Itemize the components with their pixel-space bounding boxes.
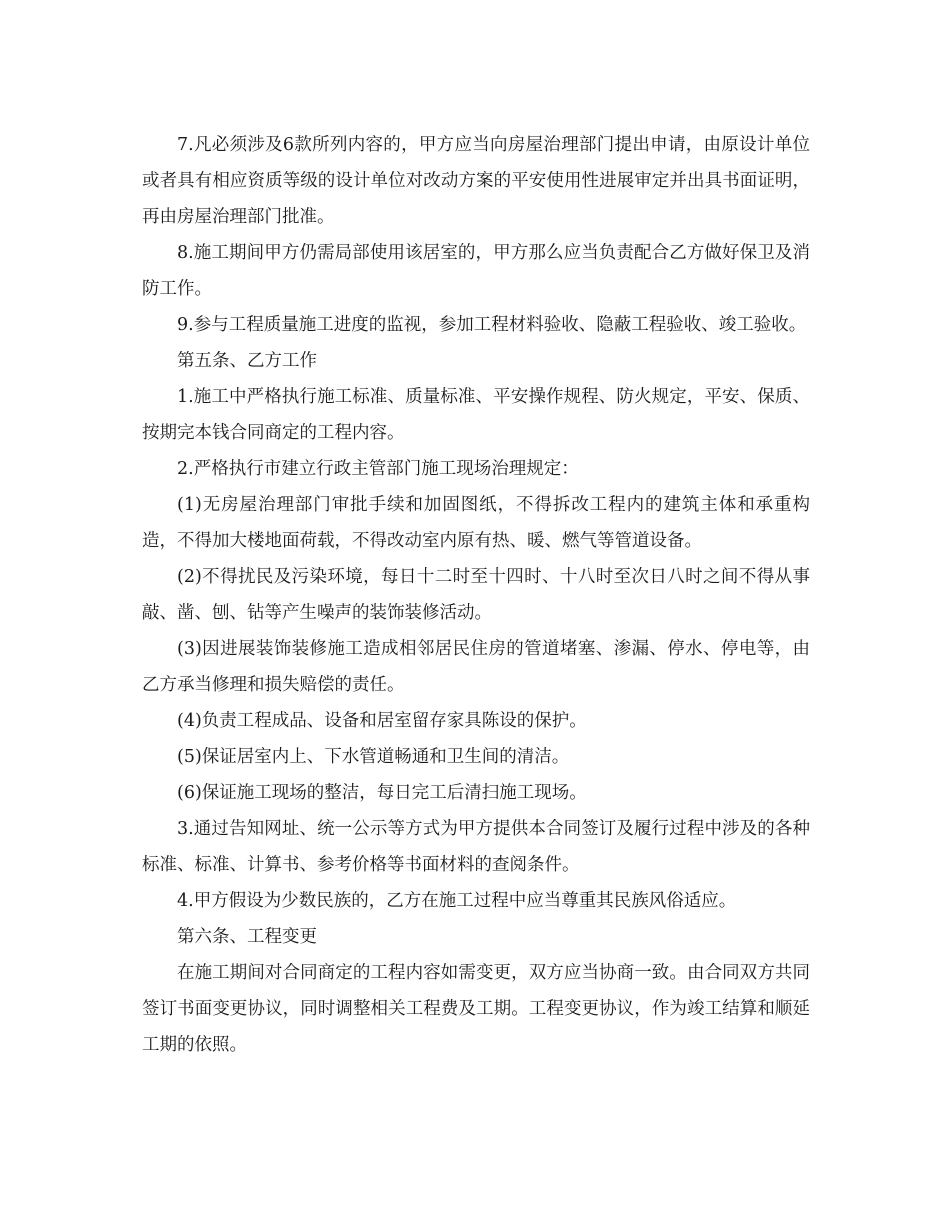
document-body bbox=[142, 127, 810, 1063]
paragraph-clause-8: 8.施工期间甲方仍需局部使用该居室的，甲方那么应当负责配合乙方做好保卫及消防工作。 bbox=[142, 243, 810, 299]
paragraph-clause-7: 7.凡必须涉及6款所列内容的，甲方应当向房屋治理部门提出申请，由原设计单位或者具有相应资质等级的设计单位对改动方案的平安使用性进展审定并出具书面证明，再由房屋治理部门批准。 bbox=[142, 135, 810, 227]
paragraph-item-2: 2.严格执行市建立行政主管部门施工现场治理规定： bbox=[177, 459, 579, 479]
paragraph-change-terms: 在施工期间对合同商定的工程内容如需变更，双方应当协商一致。由合同双方共同签订书面变更协议，同时调整相关工程费及工期。工程变更协议，作为竣工结算和顺延工期的依照。 bbox=[142, 963, 810, 1055]
paragraph-item-1: 1.施工中严格执行施工标准、质量标准、平安操作规程、防火规定，平安、保质、按期完本钱合同商定的工程内容。 bbox=[142, 387, 810, 443]
section-heading-article-5: 第五条、乙方工作 bbox=[177, 351, 317, 371]
paragraph-subitem-6: (6)保证施工现场的整洁，每日完工后清扫施工现场。 bbox=[177, 783, 587, 803]
paragraph-item-3: 3.通过告知网址、统一公示等方式为甲方提供本合同签订及履行过程中涉及的各种标准、标准、计算书、参考价格等书面材料的查阅条件。 bbox=[142, 819, 810, 875]
paragraph-clause-9: 9.参与工程质量施工进度的监视，参加工程材料验收、隐蔽工程验收、竣工验收。 bbox=[177, 315, 807, 335]
paragraph-subitem-3: (3)因进展装饰装修施工造成相邻居民住房的管道堵塞、渗漏、停水、停电等，由乙方承当修理和损失赔偿的责任。 bbox=[142, 639, 810, 695]
paragraph-subitem-2: (2)不得扰民及污染环境，每日十二时至十四时、十八时至次日八时之间不得从事敲、凿、刨、钻等产生噪声的装饰装修活动。 bbox=[142, 567, 810, 623]
section-heading-article-6: 第六条、工程变更 bbox=[177, 927, 317, 947]
paragraph-subitem-4: (4)负责工程成品、设备和居室留存家具陈设的保护。 bbox=[177, 711, 587, 731]
paragraph-subitem-5: (5)保证居室内上、下水管道畅通和卫生间的清洁。 bbox=[177, 747, 570, 767]
paragraph-subitem-1: (1)无房屋治理部门审批手续和加固图纸，不得拆改工程内的建筑主体和承重构造，不得加大楼地面荷载，不得改动室内原有热、暖、燃气等管道设备。 bbox=[142, 495, 810, 551]
paragraph-item-4: 4.甲方假设为少数民族的，乙方在施工过程中应当尊重其民族风俗适应。 bbox=[177, 891, 737, 911]
